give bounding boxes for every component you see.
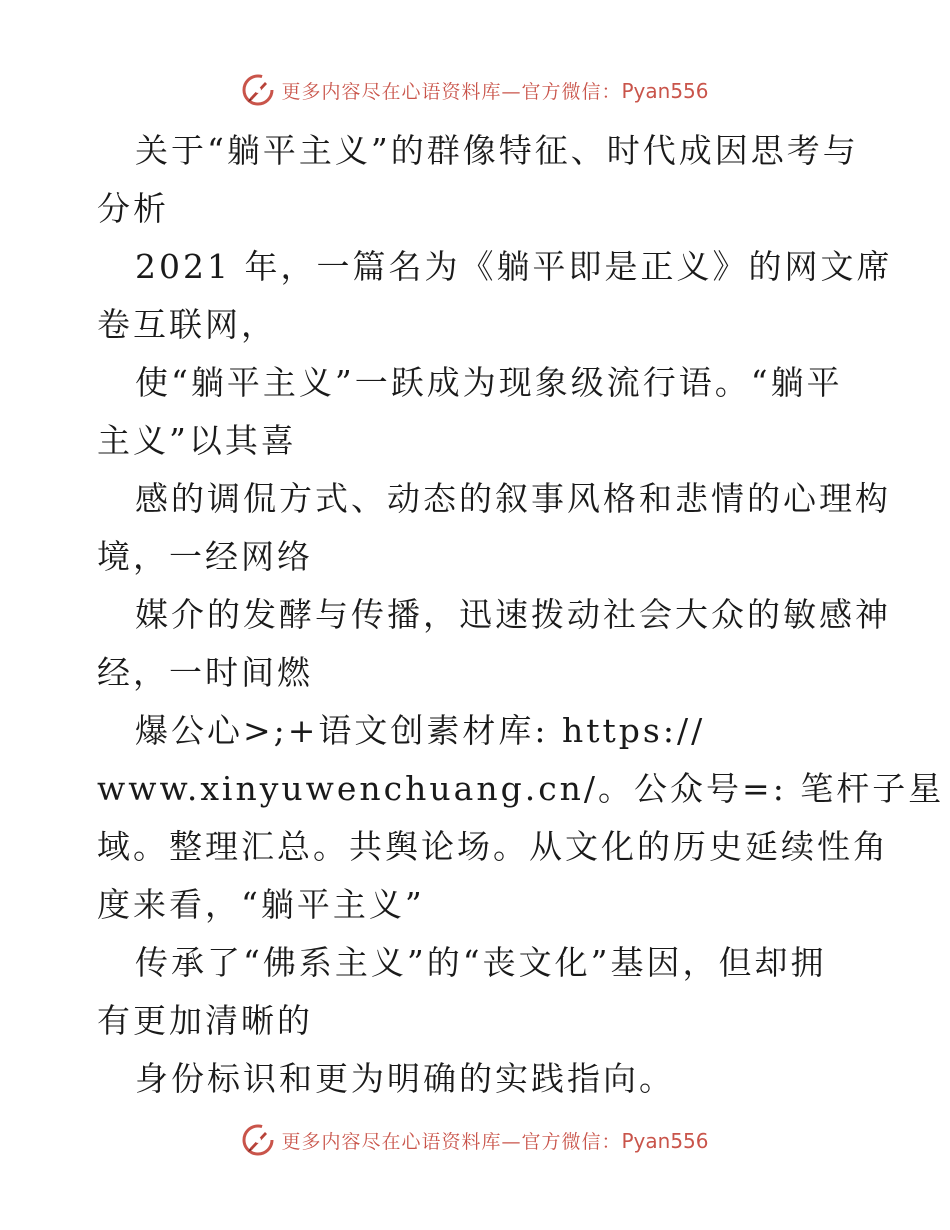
text-line: 传承了“佛系主义”的“丧文化”基因，但却拥 (135, 943, 827, 982)
text-line: 2021 年，一篇名为《躺平即是正义》的网文席 (135, 247, 893, 286)
text-line: 分析 (97, 189, 169, 228)
text-line: 爆公心>;+语文创素材库: https:// (135, 711, 706, 750)
text-line: 境，一经网络 (97, 537, 313, 576)
text-line: 度来看，“躺平主义” (97, 885, 425, 924)
text-line: 域。整理汇总。共舆论场。从文化的历史延续性角 (97, 827, 889, 866)
footer-watermark (0, 1120, 950, 1160)
text-line: 使“躺平主义”一跃成为现象级流行语。“躺平 (135, 363, 843, 402)
text-line: 有更加清晰的 (97, 1001, 313, 1040)
text-line: 经，一时间燃 (97, 653, 313, 692)
text-line: 感的调侃方式、动态的叙事风格和悲情的心理构 (135, 479, 891, 518)
text-line: 身份标识和更为明确的实践指向。 (135, 1059, 675, 1098)
text-line: 关于“躺平主义”的群像特征、时代成因思考与 (135, 131, 859, 170)
quill-logo-icon (241, 1123, 275, 1157)
watermark-text: 更多内容尽在心语资料库—官方微信：Pyan556 (281, 78, 709, 103)
text-line: 媒介的发酵与传播，迅速拨动社会大众的敏感神 (135, 595, 891, 634)
header-watermark (0, 70, 950, 110)
quill-logo-icon (241, 73, 275, 107)
text-line: 卷互联网， (97, 305, 277, 344)
text-line: www.xinyuwenchuang.cn/。公众号=: 笔杆子星 (97, 769, 945, 808)
text-line: 主义”以其喜 (97, 421, 297, 460)
document-body (97, 122, 945, 1108)
watermark-text: 更多内容尽在心语资料库—官方微信：Pyan556 (281, 1128, 709, 1153)
